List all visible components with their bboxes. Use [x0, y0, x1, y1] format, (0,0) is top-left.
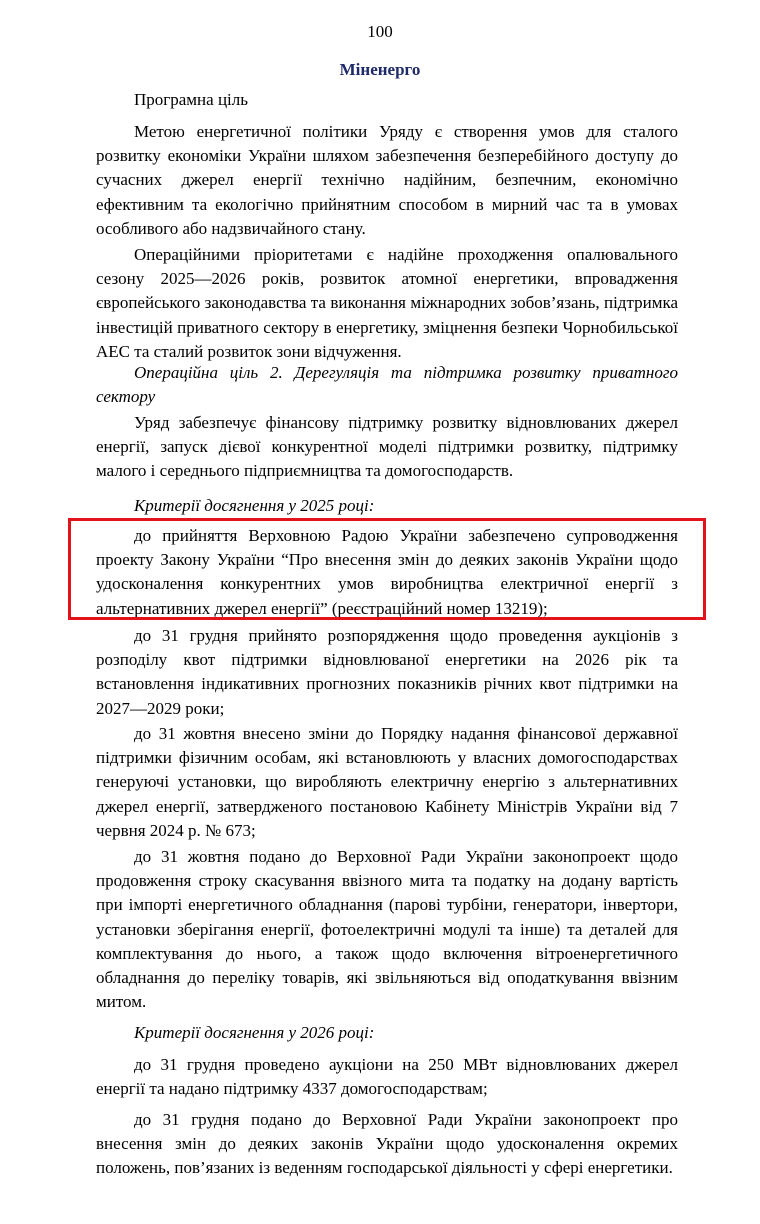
program-goal-paragraph: Метою енергетичної політики Уряду є створення умов для сталого розвитку економіки України шляхом забезпечення безперебійного доступу до сучасних джерел енергії технічно надійним, безпечним, економічно ефективним та екологічно прийнятним способом в мирний час та в умовах особливого або надзвичайного стану. [96, 122, 678, 238]
priorities-paragraph: Операційними пріоритетами є надійне проходження опалювального сезону 2025—2026 років, розвиток атомної енергетики, впровадження європейського законодавства та виконання міжнародних зобов’язань, підтримка інвестицій приватного сектору в енергетику, зміцнення безпеки Чорнобильської АЕС та сталий розвиток зони відчуження. [96, 245, 678, 361]
page-number: 100 [367, 22, 393, 41]
program-goal-heading: Програмна ціль [134, 90, 249, 109]
criteria-2025-item: до 31 грудня прийнято розпорядження щодо проведення аукціонів з розподілу квот підтримки відновлюваної енергетики на 2026 рік та встановлення індикативних прогнозних показників річних квот підтримки на 2027—2029 роки; [96, 626, 678, 718]
criteria-2025-item: до прийняття Верховною Радою України забезпечено супроводження проекту Закону України “Про внесення змін до деяких законів України щодо удосконалення конкурентних умов виробництва електричної енергії з альтернативних джерел енергії” (реєстраційний номер 13219); [96, 526, 678, 618]
criteria-2025-item: до 31 жовтня внесено зміни до Порядку надання фінансової державної підтримки фізичним особам, які встановлюють у власних домогосподарствах генеруючі установки, що виробляють електричну енергію з альтернативних джерел енергії, затвердженого постановою Кабінету Міністрів України від 7 червня 2024 р. № 673; [96, 724, 678, 840]
operational-goal-heading: Операційна ціль 2. Дерегуляція та підтримка розвитку приватного сектору [96, 363, 678, 407]
ministry-heading: Міненерго [339, 60, 421, 79]
operational-goal-paragraph: Уряд забезпечує фінансову підтримку розвитку відновлюваних джерел енергії, запуск дієвої конкурентної моделі підтримки розвитку, підтримку малого і середнього підприємництва та домогосподарств. [96, 413, 678, 481]
highlight-box [68, 518, 706, 620]
criteria-2026-heading: Критерії досягнення у 2026 році: [134, 1023, 375, 1042]
criteria-2026-item: до 31 грудня подано до Верховної Ради України законопроект про внесення змін до деяких законів України щодо удосконалення окремих положень, пов’язаних із веденням господарської діяльності у сфері енергетики. [96, 1110, 678, 1178]
criteria-2025-item: до 31 жовтня подано до Верховної Ради України законопроект щодо продовження строку скасування ввізного мита та податку на додану вартість при імпорті енергетичного обладнання (парові турбіни, генератори, інвертори, установки зберігання енергії, фотоелектричні модулі та інше) та деталей для комплектування до нього, а також щодо включення вітроенергетичного обладнання до переліку товарів, які звільняються від оподаткування ввізним митом. [96, 847, 678, 1012]
criteria-2025-heading: Критерії досягнення у 2025 році: [134, 496, 375, 515]
criteria-2026-item: до 31 грудня проведено аукціони на 250 МВт відновлюваних джерел енергії та надано підтримку 4337 домогосподарствам; [96, 1055, 678, 1099]
